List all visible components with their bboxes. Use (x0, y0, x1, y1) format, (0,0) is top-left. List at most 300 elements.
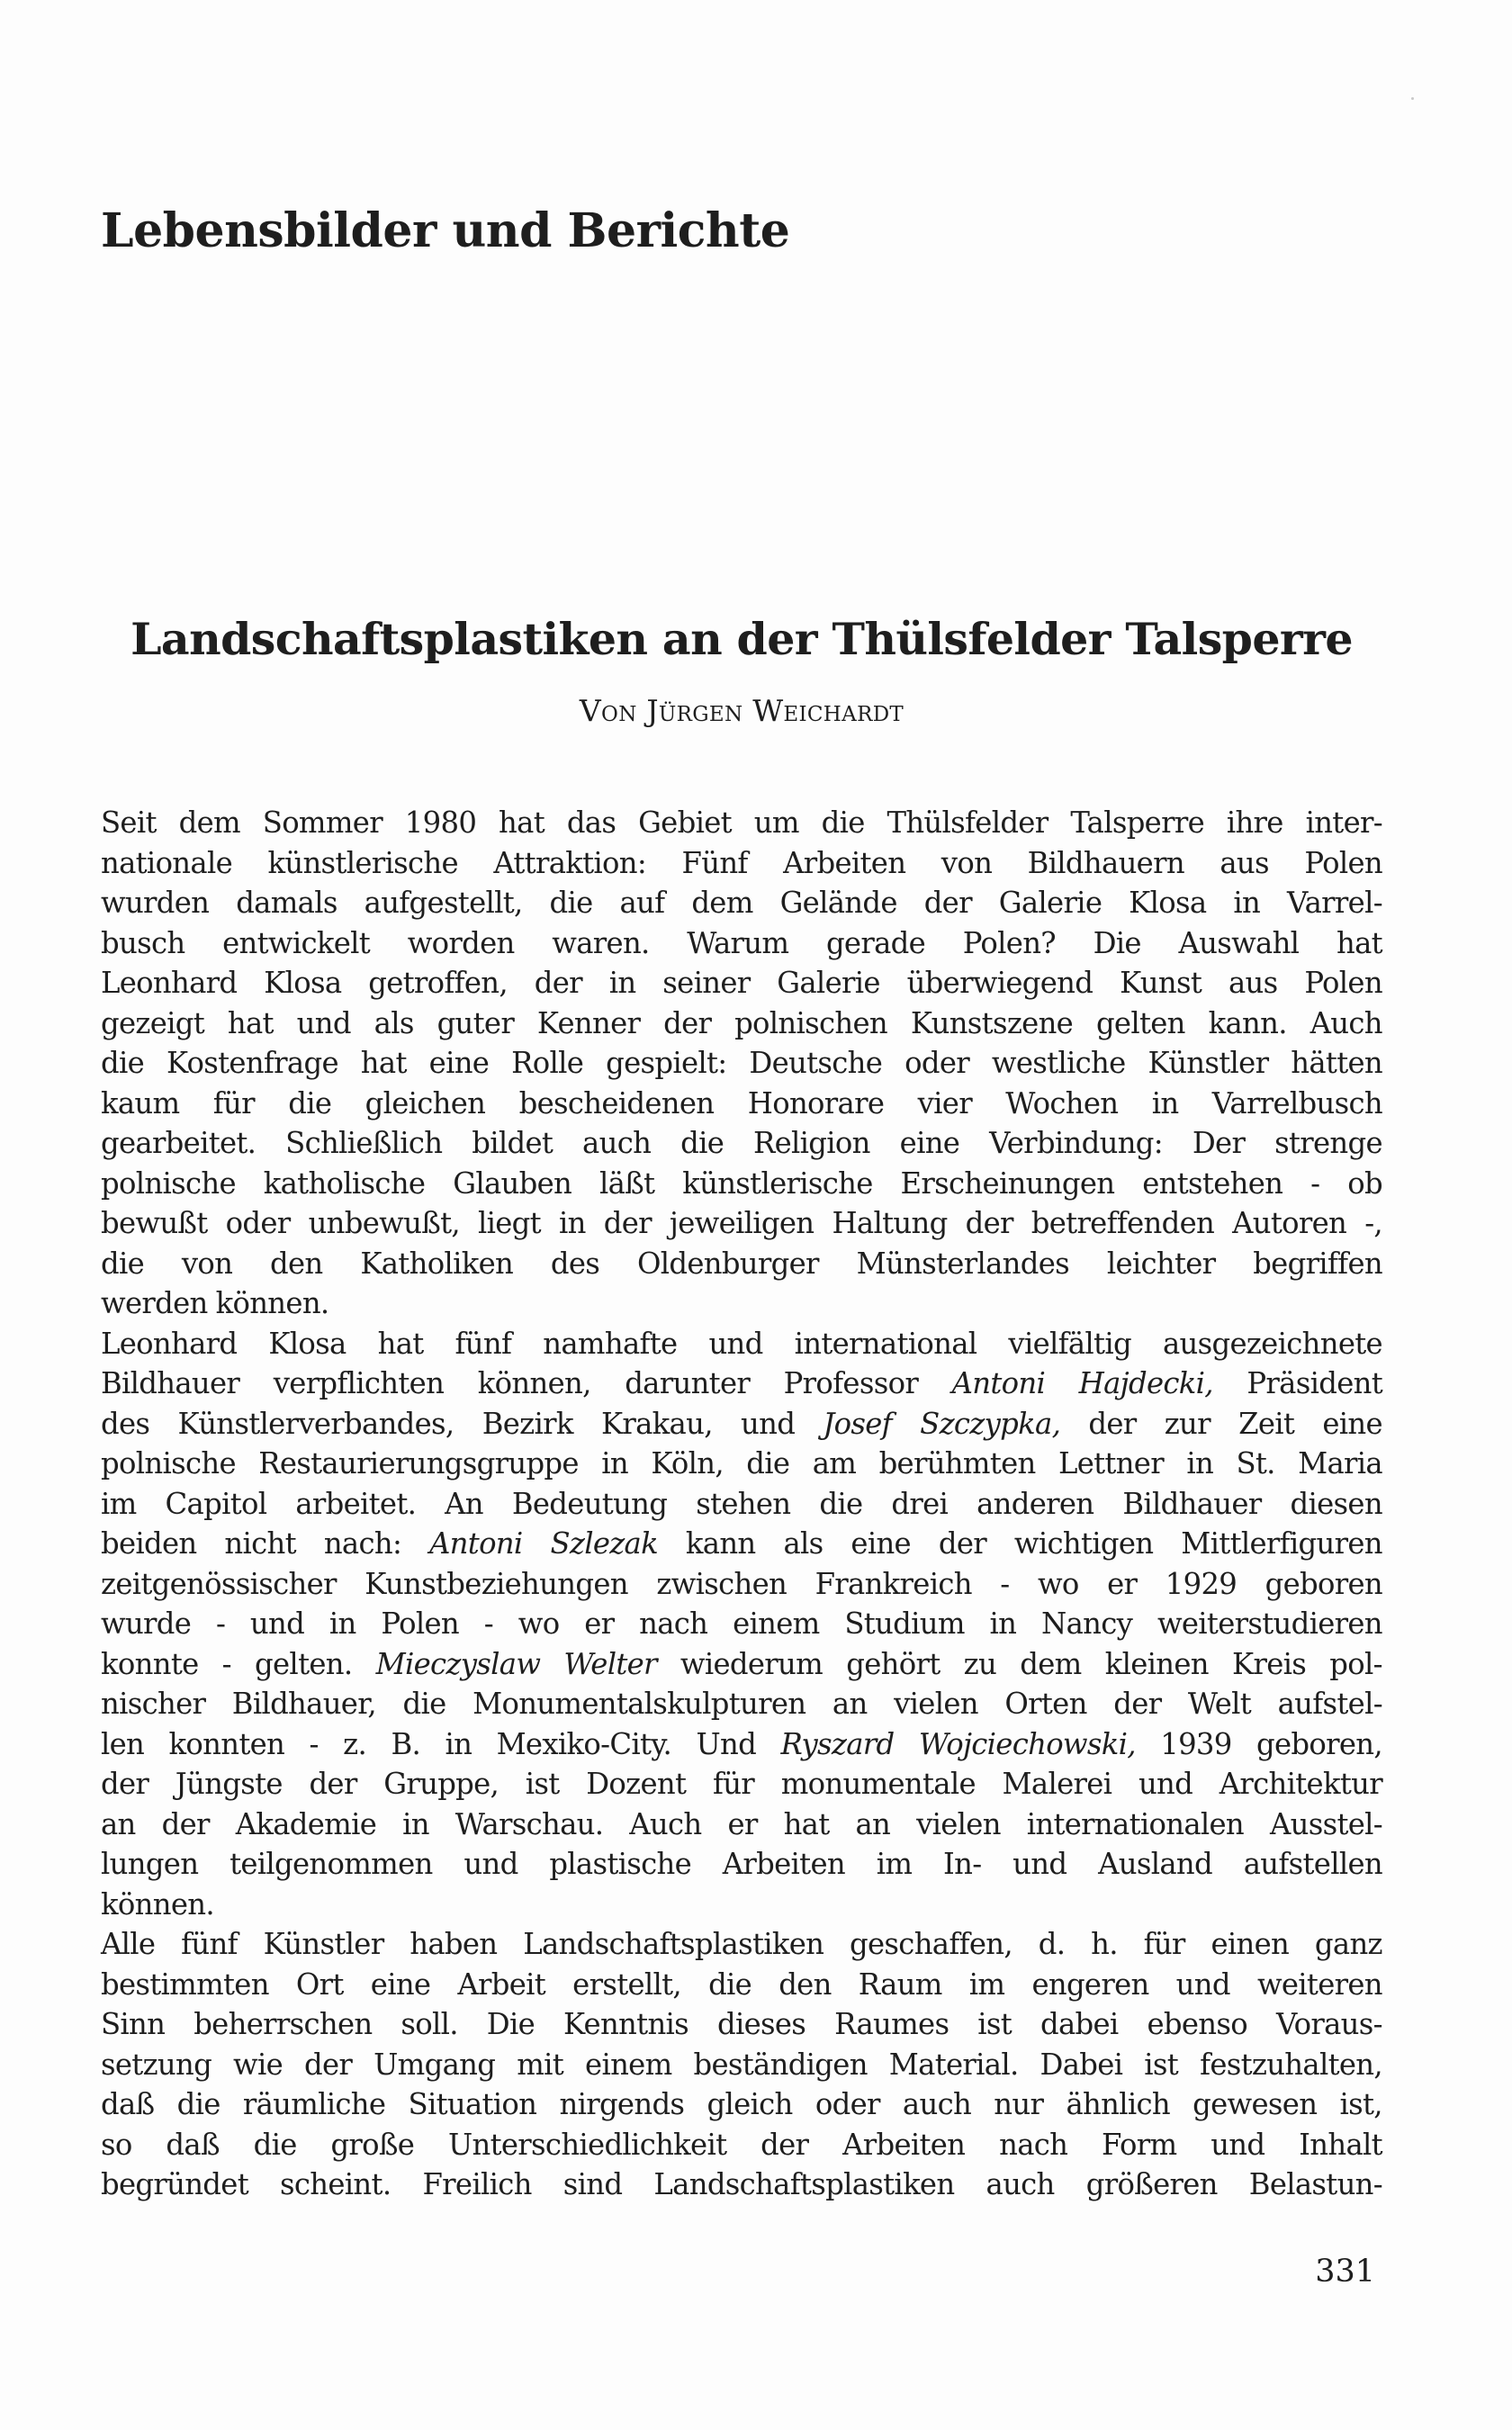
word: auch (986, 2167, 1055, 2201)
word: in (1186, 1446, 1214, 1480)
word: scheint. (280, 2167, 392, 2201)
word: nach (639, 1606, 708, 1641)
word: zur (1164, 1406, 1210, 1441)
word: Auch (629, 1806, 702, 1841)
word: eine (1322, 1406, 1382, 1441)
word: des (101, 1406, 150, 1441)
word: in (1233, 886, 1261, 920)
word: 1929 (1165, 1566, 1238, 1601)
word: bescheidenen (518, 1085, 715, 1120)
word: Unterschiedlichkeit (448, 2127, 727, 2162)
word: gearbeitet. (101, 1126, 256, 1160)
word: Schließlich (285, 1126, 443, 1160)
word: nirgends (559, 2087, 685, 2121)
word: hat (783, 1806, 830, 1841)
word: anderen (976, 1486, 1094, 1521)
word: kann (685, 1526, 756, 1561)
word: dabei (1040, 2007, 1119, 2041)
word: und (1175, 1966, 1230, 2002)
word: Professor (783, 1366, 919, 1400)
word: - (215, 1606, 226, 1641)
text-line (101, 963, 1382, 1004)
word: die (680, 1126, 724, 1160)
word: entstehen (1142, 1166, 1283, 1201)
word: Kunstbeziehungen (364, 1566, 628, 1601)
text-line (101, 1203, 1382, 1244)
word: Kunst (1120, 966, 1202, 1000)
word: Arbeiten (842, 2127, 966, 2162)
word: ist (977, 2007, 1012, 2041)
word: nur (994, 2087, 1044, 2121)
word: von (181, 1246, 233, 1281)
word: Varrelbusch (1211, 1085, 1382, 1120)
word: oder (814, 2087, 880, 2121)
word: die (288, 1085, 332, 1120)
word: wiederum (680, 1646, 824, 1681)
word: Münsterlandes (856, 1246, 1070, 1281)
word: in (328, 1606, 356, 1641)
word: weiterstudieren (1156, 1606, 1382, 1641)
text-line (101, 923, 1382, 964)
word: die (402, 1687, 446, 1721)
word: Voraus- (1275, 2007, 1382, 2041)
article-body (101, 803, 1382, 2205)
word: Gelände (779, 886, 897, 920)
word: gespielt: (606, 1046, 727, 1080)
word: dieses (716, 2007, 806, 2041)
word: pol- (1329, 1646, 1382, 1681)
word: Der (1192, 1126, 1246, 1160)
word: auch (902, 2087, 972, 2121)
word: zu (963, 1646, 997, 1681)
word: Landschaftsplastiken (523, 1927, 824, 1961)
word: gleich (706, 2087, 793, 2121)
word: polnische (101, 1166, 236, 1201)
word: Thülsfelder (886, 806, 1048, 840)
text-line (101, 1164, 1382, 1204)
word: Varrel- (1286, 886, 1382, 920)
text-line (101, 1043, 1382, 1084)
word: diesen (1290, 1486, 1382, 1521)
word: weiteren (1256, 1966, 1382, 2002)
word: waren. (552, 925, 650, 960)
word: und (1210, 2127, 1265, 2162)
italic-name-word: Welter (563, 1646, 657, 1681)
word: Lettner (1058, 1446, 1164, 1480)
word: Dabei (1040, 2047, 1123, 2082)
text-line (101, 1965, 1382, 2005)
word: fünf (454, 1326, 512, 1361)
word: große (330, 2127, 415, 2162)
page-number: 331 (1315, 2254, 1375, 2290)
word: St. (1236, 1446, 1275, 1480)
word: wo (1037, 1566, 1079, 1601)
word: in (402, 1806, 429, 1841)
word: überwiegend (906, 966, 1094, 1000)
word: als (783, 1526, 824, 1561)
word: der (304, 2047, 353, 2082)
word: - (221, 1646, 231, 1681)
word: Klosa (264, 966, 342, 1000)
word: katholische (263, 1166, 426, 1201)
word: z. (343, 1726, 367, 1761)
word: gewesen (1192, 2087, 1318, 2121)
word: Klosa (1129, 886, 1207, 920)
word: d. (1038, 1927, 1066, 1961)
word: Polen (381, 1606, 459, 1641)
word: In- (943, 1847, 982, 1881)
word: international (794, 1326, 977, 1361)
word: Situation (408, 2087, 537, 2121)
word: stehen (696, 1486, 791, 1521)
word: von (940, 845, 993, 880)
word: oder (904, 1046, 969, 1080)
word: Ausland (1098, 1847, 1212, 1881)
word: Kenner (536, 1005, 641, 1040)
word: westliche (991, 1046, 1126, 1080)
word: die (101, 1046, 145, 1080)
word: erstellt, (572, 1966, 681, 2002)
word: aus (1220, 845, 1269, 880)
word: Belastun- (1248, 2167, 1382, 2201)
word: Glauben (453, 1166, 572, 1201)
word: im (101, 1486, 137, 1521)
word: - (483, 1606, 493, 1641)
word: ganz (1314, 1927, 1382, 1961)
word: vielen (916, 1806, 1001, 1841)
word: beherrschen (194, 2007, 373, 2041)
word: einen (1210, 1927, 1290, 1961)
word: in (558, 1206, 586, 1240)
word: gelten. (255, 1646, 353, 1681)
word: Bildhauern (1027, 845, 1184, 880)
word: oder (225, 1206, 291, 1240)
word: Mexiko-City. (496, 1726, 672, 1761)
word: damals (236, 886, 338, 920)
word: Warum (687, 925, 789, 960)
word: Haltung (832, 1206, 948, 1240)
word: für (1143, 1927, 1185, 1961)
word: an (101, 1806, 136, 1841)
word: ihre (1226, 806, 1283, 840)
word: Kenntnis (562, 2007, 689, 2041)
word: unbewußt, (308, 1206, 460, 1240)
italic-name-word: Josef (823, 1406, 892, 1441)
word: polnischen (734, 1005, 888, 1040)
word: den (778, 1966, 832, 2002)
italic-name-word: Antoni (951, 1366, 1046, 1400)
word: worden (407, 925, 515, 960)
word: darunter (625, 1366, 751, 1400)
text-line (101, 2045, 1382, 2085)
text-line (101, 1324, 1382, 1364)
word: Deutsche (749, 1046, 883, 1080)
word: bildet (472, 1126, 554, 1160)
word: nischer (101, 1687, 206, 1721)
word: in (1151, 1085, 1179, 1120)
word: Landschaftsplastiken (653, 2167, 955, 2201)
word: gehört (846, 1646, 940, 1681)
text-line (101, 1084, 1382, 1124)
word: Form (1102, 2127, 1177, 2162)
word: die (101, 1246, 145, 1281)
word: Arbeiten (783, 845, 906, 880)
text-line (101, 1484, 1382, 1525)
italic-name-word: Ryszard (780, 1726, 895, 1761)
word: Auch (1310, 1005, 1382, 1040)
word: Künstler (263, 1927, 384, 1961)
word: nationale (101, 845, 233, 880)
word: Malerei (1002, 1767, 1112, 1801)
word: drei (891, 1486, 949, 1521)
word: an (832, 1687, 868, 1721)
word: 1939 (1160, 1726, 1232, 1761)
word: beiden (101, 1526, 197, 1561)
word: gelten (1095, 1005, 1185, 1040)
word: seiner (662, 966, 751, 1000)
word: ähnlich (1066, 2087, 1170, 2121)
word: - (1000, 1566, 1010, 1601)
word: im (968, 1966, 1005, 2002)
word: die (176, 2087, 220, 2121)
word: hat (227, 1005, 274, 1040)
word: in (989, 1606, 1017, 1641)
word: die (819, 1486, 863, 1521)
word: in (608, 966, 636, 1000)
word: dem (1020, 1646, 1082, 1681)
word: der (603, 1206, 652, 1240)
word: eine (428, 1046, 490, 1080)
word: Raum (858, 1966, 942, 2002)
word: können. (101, 1886, 214, 1922)
word: an (855, 1806, 891, 1841)
text-line (101, 1524, 1382, 1564)
word: geboren (1264, 1566, 1382, 1601)
text-line (101, 843, 1382, 884)
word: wo (518, 1606, 560, 1641)
word: strenge (1274, 1126, 1382, 1160)
italic-name-word: Szlezak (550, 1526, 658, 1561)
word: für (212, 1085, 255, 1120)
text-line (101, 2164, 1382, 2205)
word: leichter (1106, 1246, 1216, 1281)
word: Seit (101, 806, 157, 840)
word: Studium (844, 1606, 965, 1641)
word: nach (999, 2127, 1068, 2162)
word: Katholiken (360, 1246, 514, 1281)
word: er (584, 1606, 615, 1641)
word: - (1310, 1166, 1320, 1201)
word: aufstellen (1243, 1847, 1382, 1881)
word: der (1113, 1687, 1162, 1721)
word: hat (377, 1326, 424, 1361)
word: Köln, (651, 1446, 724, 1480)
word: Leonhard (101, 1326, 238, 1361)
text-line (101, 1644, 1382, 1685)
word: geboren, (1256, 1726, 1382, 1761)
word: den (270, 1246, 323, 1281)
word: Maria (1298, 1446, 1382, 1480)
word: nach: (323, 1526, 402, 1561)
word: Talsperre (1070, 806, 1204, 840)
italic-name-word: Wojciechowski, (918, 1726, 1136, 1761)
word: daß (101, 2087, 155, 2121)
word: begriffen (1253, 1246, 1382, 1281)
word: plastische (549, 1847, 692, 1881)
text-line (101, 2084, 1382, 2125)
word: - (309, 1726, 319, 1761)
italic-name-word: Antoni (429, 1526, 523, 1561)
word: ebenso (1147, 2007, 1248, 2041)
word: Bedeutung (511, 1486, 668, 1521)
word: gleichen (364, 1085, 486, 1120)
word: größeren (1085, 2167, 1218, 2201)
word: bewußt (101, 1206, 208, 1240)
word: Alle (101, 1927, 156, 1961)
word: hat (360, 1046, 407, 1080)
word: im (876, 1847, 913, 1881)
word: und (464, 1847, 518, 1881)
word: Klosa (268, 1326, 346, 1361)
word: die (549, 886, 593, 920)
word: aus (1228, 966, 1278, 1000)
word: Kunstszene (910, 1005, 1074, 1040)
word: am (812, 1446, 857, 1480)
word: Material. (888, 2047, 1019, 2082)
text-line (101, 1924, 1382, 1965)
word: vielen (894, 1687, 978, 1721)
word: Dozent (586, 1767, 687, 1801)
text-line (101, 1764, 1382, 1804)
word: verpflichten (273, 1366, 445, 1400)
article-byline: Von Jürgen Weichardt (579, 693, 904, 728)
text-line (101, 1444, 1382, 1484)
word: festzuhalten, (1200, 2047, 1382, 2082)
word: Inhalt (1299, 2127, 1382, 2162)
word: können, (477, 1366, 591, 1400)
word: die (708, 1966, 752, 2002)
word: Polen (1304, 845, 1382, 880)
word: inter- (1305, 806, 1382, 840)
scan-speck (1411, 97, 1414, 100)
word: betreffenden (1030, 1206, 1215, 1240)
word: Architektur (1219, 1767, 1382, 1801)
text-line (101, 1404, 1382, 1444)
word: und (708, 1326, 763, 1361)
word: aufstel- (1277, 1687, 1382, 1721)
word: Zeit (1238, 1406, 1295, 1441)
word: setzung (101, 2047, 212, 2082)
word: künstlerische (267, 845, 458, 880)
word: Nancy (1041, 1606, 1133, 1641)
word: Galerie (998, 886, 1102, 920)
word: daß (166, 2127, 220, 2162)
article-title: Landschaftsplastiken an der Thülsfelder Talsperre (130, 613, 1353, 665)
word: Bildhauer, (231, 1687, 376, 1721)
word: auf (619, 886, 665, 920)
word: fünf (181, 1927, 238, 1961)
word: busch (101, 925, 185, 960)
word: aufgestellt, (364, 886, 523, 920)
word: hätten (1291, 1046, 1382, 1080)
word: nicht (224, 1526, 296, 1561)
word: auch (582, 1126, 652, 1160)
word: der (663, 1005, 712, 1040)
word: ist (1144, 2047, 1179, 2082)
text-line (101, 1244, 1382, 1284)
word: Umgang (374, 2047, 496, 2082)
text-line (101, 1283, 1382, 1324)
word: engeren (1031, 1966, 1149, 2002)
word: Erscheinungen (900, 1166, 1115, 1201)
word: Freilich (422, 2167, 532, 2201)
word: Sommer (262, 806, 382, 840)
word: dem (178, 806, 240, 840)
word: Krakau, (600, 1406, 713, 1441)
word: Akademie (235, 1806, 377, 1841)
word: in (445, 1726, 472, 1761)
word: des (550, 1246, 600, 1281)
word: ob (1347, 1166, 1382, 1201)
word: wurde (101, 1606, 192, 1641)
text-line (101, 1123, 1382, 1164)
word: getroffen, (368, 966, 508, 1000)
word: len (101, 1726, 145, 1761)
word: gezeigt (101, 1005, 204, 1040)
word: wurden (101, 886, 210, 920)
word: Leonhard (101, 966, 238, 1000)
text-line (101, 1364, 1382, 1404)
italic-name-word: Mieczyslaw (375, 1646, 541, 1681)
word: Sinn (101, 2007, 166, 2041)
word: der (1088, 1406, 1137, 1441)
word: und (1138, 1767, 1193, 1801)
word: und (296, 1005, 351, 1040)
word: Arbeit (457, 1966, 546, 2002)
word: Galerie (777, 966, 880, 1000)
word: mit (517, 2047, 564, 2082)
word: gerade (825, 925, 926, 960)
word: Fünf (681, 845, 748, 880)
word: eine (899, 1126, 960, 1160)
word: Kostenfrage (166, 1046, 338, 1080)
word: Religion (753, 1126, 870, 1160)
word: eine (850, 1526, 911, 1561)
text-line (101, 1564, 1382, 1605)
word: Autoren (1232, 1206, 1347, 1240)
text-line (101, 1804, 1382, 1845)
word: Honorare (747, 1085, 885, 1120)
word: Warschau. (454, 1806, 604, 1841)
word: soll. (400, 2007, 458, 2041)
word: kleinen (1104, 1646, 1209, 1681)
word: um (753, 806, 799, 840)
word: hat (1336, 925, 1382, 960)
word: Die (1093, 925, 1141, 960)
word: Monumentalskulpturen (472, 1687, 806, 1721)
word: Verbindung: (989, 1126, 1163, 1160)
word: er (727, 1806, 758, 1841)
word: Polen (1304, 966, 1382, 1000)
word: die (253, 2127, 297, 2162)
word: konnte (101, 1646, 199, 1681)
word: guter (436, 1005, 515, 1040)
word: Orten (1004, 1687, 1087, 1721)
word: Kreis (1232, 1646, 1307, 1681)
word: künstlerische (682, 1166, 873, 1201)
text-line (101, 2004, 1382, 2045)
word: räumliche (242, 2087, 386, 2121)
